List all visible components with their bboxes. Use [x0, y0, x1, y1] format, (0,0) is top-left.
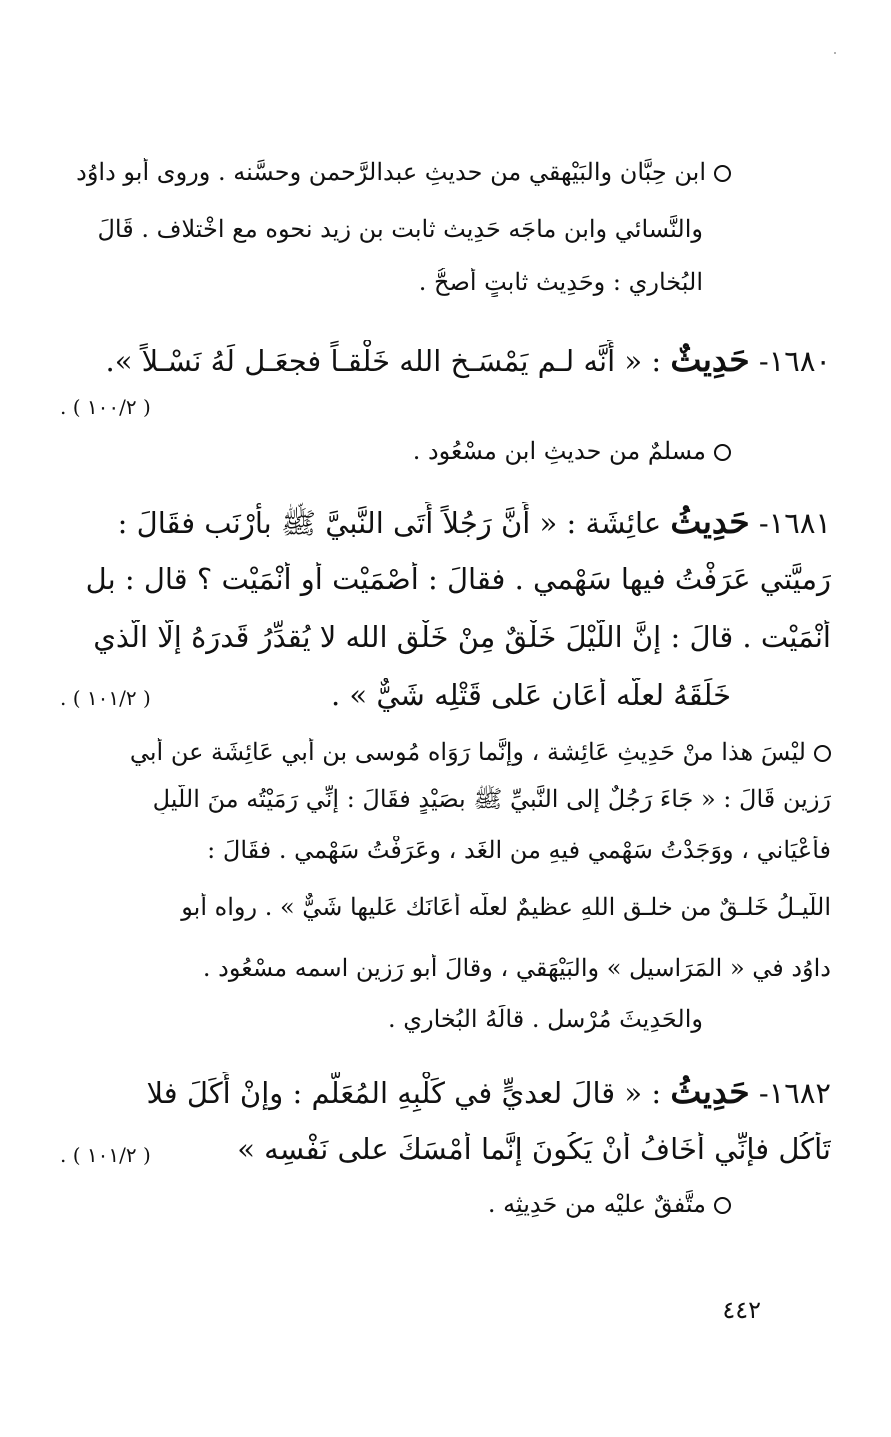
hadith-line: تَأْكُل فإنِّي أَخَافُ أنْ يَكُونَ إنَّما أَمْسَكَ على نَفْسِه » — [237, 1132, 831, 1166]
hadith-keyword: حَدِيثُ — [670, 1072, 750, 1111]
commentary-line: البُخاري : وحَدِيث ثابتٍ أصحُّ . — [418, 268, 703, 296]
hadith-number: ١٦٨١- — [758, 506, 831, 540]
hadith-keyword: حَدِيثُ — [670, 502, 750, 541]
commentary-circle-icon — [814, 745, 831, 762]
commentary-line: ابن حِبَّان والبَيْهقي من حديثِ عبدالرَّحمن وحسَّنه . وروى أبو داوُد — [71, 158, 731, 187]
commentary-line: فأَعْيَاني ، ووَجَدْتُ سَهْمي فيهِ من الغَد ، وعَرَفْتُ سَهْمي . فقَالَ : — [207, 836, 831, 864]
commentary-circle-icon — [714, 444, 731, 461]
hadith-reference: . ( ١٠٠/٢ ) — [60, 395, 151, 419]
page-number: ٤٤٢ — [722, 1296, 761, 1324]
hadith-number: ١٦٨٠- — [758, 344, 831, 378]
hadith-reference: . ( ١٠١/٢ ) — [60, 1143, 151, 1167]
hadith-line: رَميَّتي عَرَفْتُ فيها سَهْمي . فقالَ : أَصْمَيْت أو أَنْمَيْت ؟ قال : بل — [85, 562, 831, 596]
hadith-text: عائِشَة : « أَنَّ رَجُلاً أَتَى النَّبيَّ ﷺ بأَرْنَب فقَالَ : — [117, 506, 662, 540]
commentary-circle-icon — [714, 165, 731, 182]
hadith-number: ١٦٨٢- — [758, 1076, 831, 1110]
hadith-1681 — [56, 502, 831, 542]
hadith-1682 — [56, 1072, 831, 1112]
commentary-line: داوُد في « المَرَاسيل » والبَيْهَقي ، وقالَ أبو رَزين اسمه مسْعُود . — [202, 954, 831, 982]
commentary-line: متَّفقٌ عليْه من حَدِيثِه . — [131, 1190, 731, 1219]
commentary-line: رَزين قَالَ : « جَاءَ رَجُلٌ إلى النَّبيِّ ﷺ بصَيْدٍ فقَالَ : إنِّي رَمَيْتُه منَ اللَّيلِ — [152, 785, 831, 813]
hadith-text: : « أَنَّه لـم يَمْسَـخ الله خَلْقـاً فجعَـل لَهُ نَسْـلاً ». — [105, 344, 662, 378]
hadith-keyword: حَدِيثٌ — [670, 340, 750, 379]
commentary-line: ليْسَ هذا منْ حَدِيثِ عَائِشة ، وإنَّما رَوَاه مُوسى بن أبي عَائِشَة عن أبي — [56, 738, 831, 767]
page-speck — [834, 52, 836, 54]
hadith-1680 — [71, 340, 831, 380]
hadith-text: : « قالَ لعديٍّ في كَلْبِهِ المُعَلَّم : وإنْ أَكَلَ فلا — [146, 1076, 662, 1110]
commentary-circle-icon — [714, 1197, 731, 1214]
commentary-line: مسلمٌ من حديثِ ابن مسْعُود . — [131, 437, 731, 466]
hadith-line: أَنْمَيْت . قالَ : إنَّ اللَّيْلَ خَلْقٌ مِنْ خَلْق الله لا يُقدِّرُ قَدرَهُ إلَّا الَّذي — [93, 620, 831, 654]
hadith-reference: . ( ١٠١/٢ ) — [60, 686, 151, 710]
commentary-line: والنَّسائي وابن ماجَه حَدِيث ثابت بن زيد نحوه مع اخْتلاف . قَالَ — [97, 215, 703, 243]
commentary-line: والحَدِيثَ مُرْسل . قالَهُ البُخاري . — [387, 1005, 703, 1033]
hadith-line: خَلَقَهُ لعلَّه أَعَان عَلى قَتْلِه شَيٌّ » . — [330, 678, 731, 712]
commentary-line: اللَّيـلُ خَلـقٌ من خلـقِ اللهِ عظيمٌ لعلَّه أَعَانَك عَليها شَيٌّ » . رواه أبو — [181, 893, 831, 921]
